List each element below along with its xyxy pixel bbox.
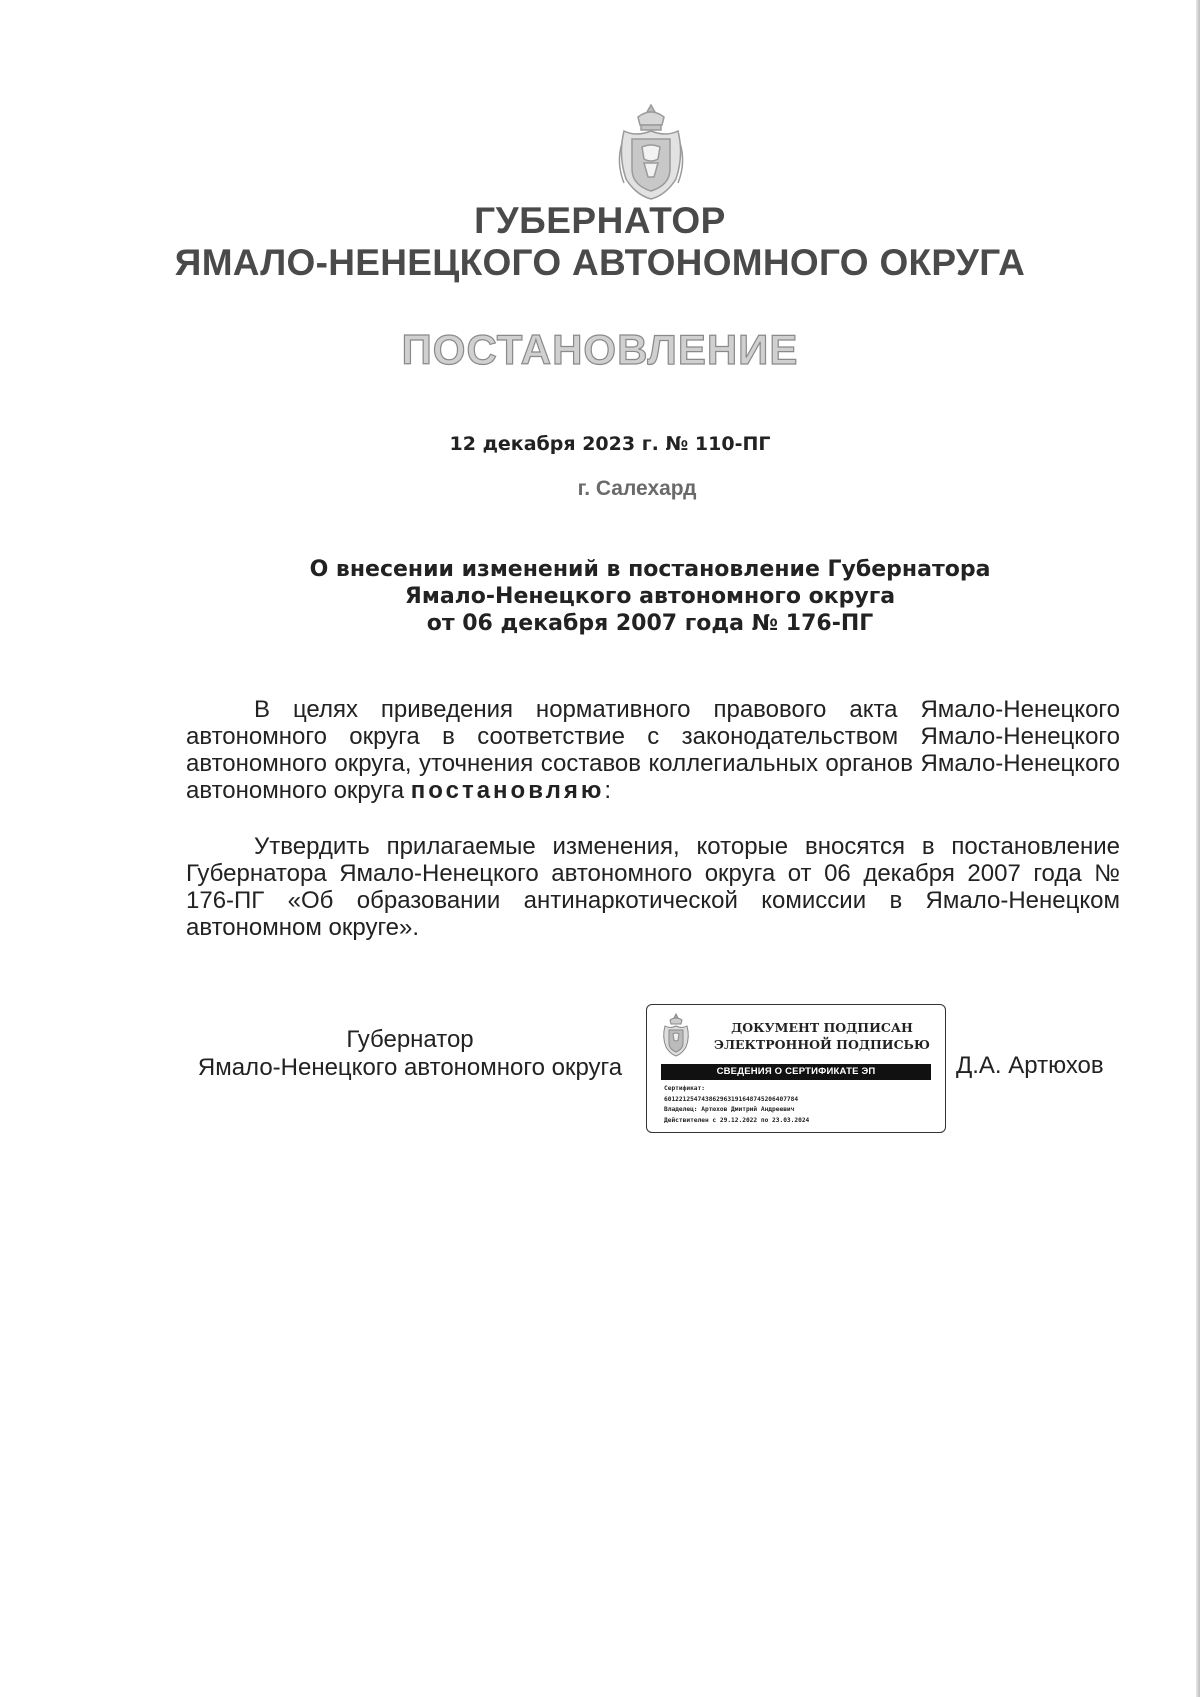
city-text: г. Салехард — [577, 477, 697, 500]
stamp-heading-line: ДОКУМЕНТ ПОДПИСАН — [731, 1020, 913, 1035]
position-line: Губернатор — [346, 1026, 474, 1053]
stamp-emblem-icon — [660, 1013, 692, 1057]
position-line: Ямало-Ненецкого автономного округа — [197, 1054, 623, 1081]
signatory-name: Д.А. Артюхов — [956, 1052, 1104, 1079]
electronic-signature-stamp — [646, 1004, 946, 1133]
certificate-owner: Владелец: Артюхов Дмитрий Андреевич — [664, 1106, 795, 1113]
stamp-heading-line: ЭЛЕКТРОННОЙ ПОДПИСЬЮ — [714, 1037, 930, 1052]
certificate-label: Сертификат: — [664, 1085, 705, 1092]
governor-title: ГУБЕРНАТОР — [474, 200, 726, 241]
subject-line: Ямало-Ненецкого автономного округа — [404, 584, 896, 609]
resolution-paragraph: Утвердить прилагаемые изменения, которые вносятся в постановление Губернатора Ямало-Ненецкого автономного округа от 06 декабря 2007 года № 176-ПГ «Об образовании антинаркотической комиссии в Ямало-Ненецком автономном округе». — [186, 833, 1120, 941]
subject-line: от 06 декабря 2007 года № 176-ПГ — [426, 611, 874, 636]
preamble-text: В целях приведения нормативного правового акта Ямало-Ненецкого автономного округа в соответствие с законодательством Ямало-Ненецкого автономного округа, уточнения составов коллегиальных органов Ямало-Ненецкого автономного округа — [186, 696, 1120, 804]
subject-line: О внесении изменений в постановление Губернатора — [309, 557, 991, 582]
date-and-number — [0, 433, 1200, 455]
date-number-text: 12 декабря 2023 г. № 110-ПГ — [449, 433, 771, 455]
signatory-position — [186, 1026, 634, 1082]
certificate-info-bar: СВЕДЕНИЯ О СЕРТИФИКАТЕ ЭП — [661, 1064, 931, 1080]
city-line — [0, 477, 1200, 501]
certificate-details — [664, 1084, 939, 1126]
certificate-number: 601221254743862963191648745206407784 — [664, 1095, 799, 1103]
document-type-title: ПОСТАНОВЛЕНИЕ — [401, 326, 799, 373]
coat-of-arms-emblem — [614, 103, 688, 203]
stamp-heading — [709, 1019, 935, 1053]
certificate-validity: Действителен с 29.12.2022 по 23.03.2024 — [664, 1116, 810, 1124]
preamble-paragraph — [186, 696, 1120, 804]
region-title: ЯМАЛО-НЕНЕЦКОГО АВТОНОМНОГО ОКРУГА — [174, 242, 1026, 283]
decree-word: постановляю — [410, 777, 605, 804]
preamble-end: : — [604, 777, 612, 804]
document-subject — [250, 556, 1050, 637]
